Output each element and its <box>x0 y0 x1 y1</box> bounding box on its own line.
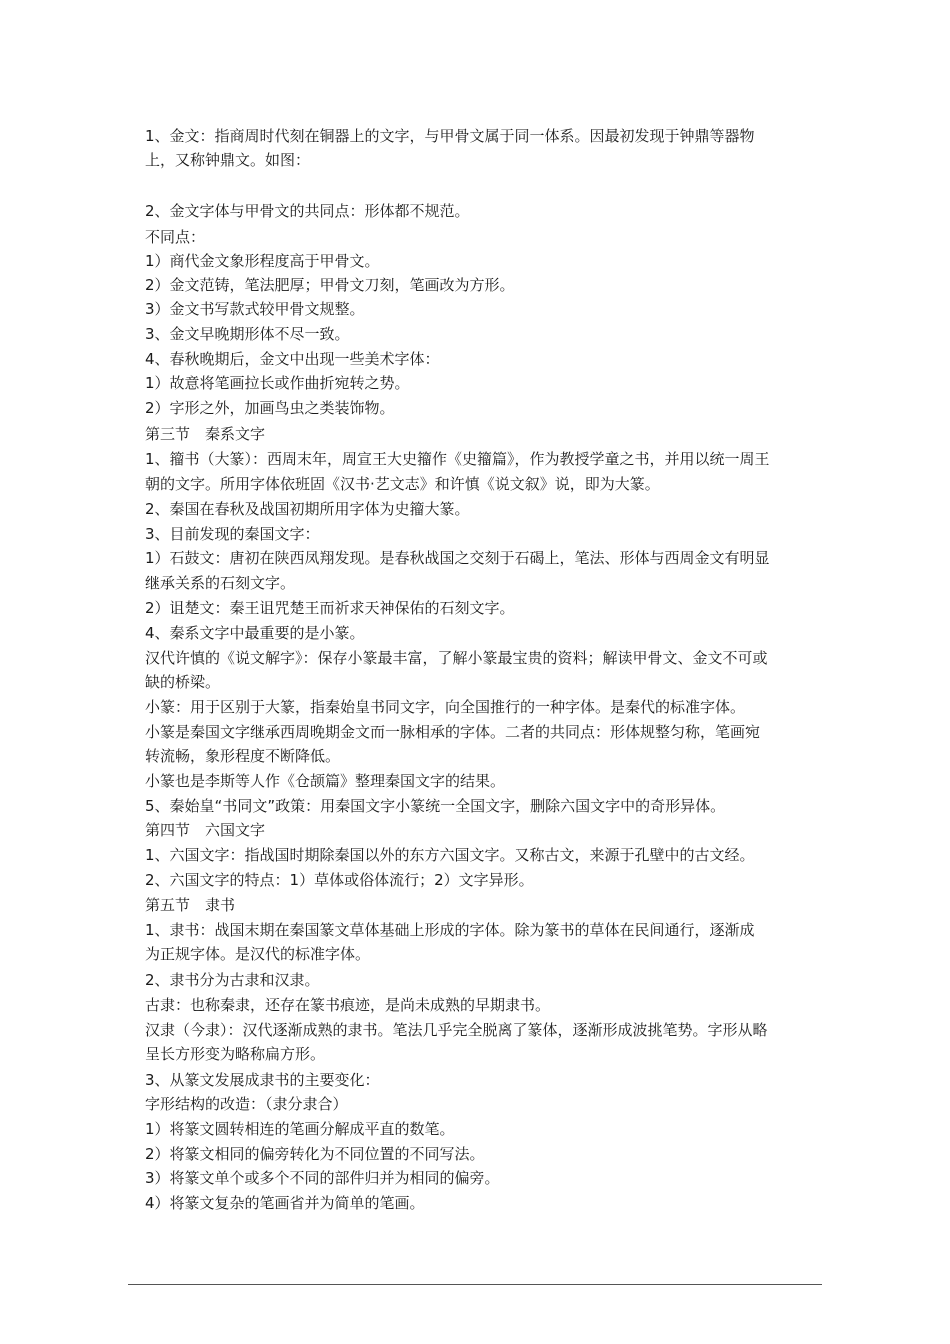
text-line: 3）将篆文单个或多个不同的部件归并为相同的偏旁。 <box>145 1169 500 1187</box>
text-line: 1）将篆文圆转相连的笔画分解成平直的数笔。 <box>145 1120 455 1138</box>
text-line: 1、籀书（大篆）：西周末年，周宣王大史籀作《史籀篇》，作为教授学童之书，并用以统一周王 <box>145 450 770 468</box>
text-line: 朝的文字。所用字体依班固《汉书·艺文志》和许慎《说文叙》说，即为大篆。 <box>145 475 660 493</box>
text-line: 小篆是秦国文字继承西周晚期金文而一脉相承的字体。二者的共同点：形体规整匀称，笔画宛 <box>145 723 761 741</box>
text-line: 3、从篆文发展成隶书的主要变化： <box>145 1071 380 1089</box>
text-line: 2、金文字体与甲骨文的共同点：形体都不规范。 <box>145 202 470 220</box>
text-line: 1）石鼓文：唐初在陕西凤翔发现。是春秋战国之交刻于石碣上，笔法、形体与西周金文有明显 <box>145 549 770 567</box>
text-line: 2）字形之外，加画鸟虫之类装饰物。 <box>145 399 395 417</box>
text-line: 1、六国文字：指战国时期除秦国以外的东方六国文字。又称古文，来源于孔壁中的古文经。 <box>145 846 755 864</box>
text-line: 第五节 隶书 <box>145 896 236 914</box>
text-line: 继承关系的石刻文字。 <box>145 574 296 592</box>
text-line: 1）商代金文象形程度高于甲骨文。 <box>145 252 380 270</box>
text-line: 4、秦系文字中最重要的是小篆。 <box>145 624 365 642</box>
text-line: 转流畅，象形程度不断降低。 <box>145 747 341 765</box>
text-line: 字形结构的改造：（隶分隶合） <box>145 1095 348 1113</box>
text-line: 3）金文书写款式较甲骨文规整。 <box>145 300 365 318</box>
text-line: 呈长方形变为略称扁方形。 <box>145 1045 326 1063</box>
text-line: 1、隶书：战国末期在秦国篆文草体基础上形成的字体。除为篆书的草体在民间通行，逐渐成 <box>145 921 755 939</box>
text-line: 1、金文：指商周时代刻在铜器上的文字，与甲骨文属于同一体系。因最初发现于钟鼎等器物 <box>145 127 755 145</box>
text-line: 3、目前发现的秦国文字： <box>145 525 320 543</box>
text-line: 小篆也是李斯等人作《仓颉篇》整理秦国文字的结果。 <box>145 772 506 790</box>
text-line: 缺的桥梁。 <box>145 673 221 691</box>
text-line: 古隶：也称秦隶，还存在篆书痕迹，是尚未成熟的早期隶书。 <box>145 996 551 1014</box>
text-line: 不同点： <box>145 228 206 246</box>
text-line: 5、秦始皇“书同文”政策：用秦国文字小篆统一全国文字，删除六国文字中的奇形异体。 <box>145 797 726 815</box>
footer-divider <box>128 1284 822 1285</box>
text-line: 2、隶书分为古隶和汉隶。 <box>145 971 320 989</box>
text-line: 第四节 六国文字 <box>145 821 266 839</box>
text-line: 3、金文早晚期形体不尽一致。 <box>145 325 350 343</box>
text-line: 第三节 秦系文字 <box>145 425 266 443</box>
text-line: 1）故意将笔画拉长或作曲折宛转之势。 <box>145 374 410 392</box>
text-line: 为正规字体。是汉代的标准字体。 <box>145 945 371 963</box>
text-line: 2）将篆文相同的偏旁转化为不同位置的不同写法。 <box>145 1145 485 1163</box>
text-line: 4）将篆文复杂的笔画省并为简单的笔画。 <box>145 1194 425 1212</box>
text-line: 2）金文范铸，笔法肥厚；甲骨文刀刻，笔画改为方形。 <box>145 276 515 294</box>
text-line: 2）诅楚文：秦王诅咒楚王而祈求天神保佑的石刻文字。 <box>145 599 515 617</box>
text-line: 2、秦国在春秋及战国初期所用字体为史籀大篆。 <box>145 500 470 518</box>
text-line: 汉代许慎的《说文解字》：保存小篆最丰富，了解小篆最宝贵的资料；解读甲骨文、金文不可或 <box>145 649 768 667</box>
text-line: 上，又称钟鼎文。如图： <box>145 151 311 169</box>
text-line: 4、春秋晚期后，金文中出现一些美术字体： <box>145 350 440 368</box>
text-line: 汉隶（今隶）：汉代逐渐成熟的隶书。笔法几乎完全脱离了篆体，逐渐形成波挑笔势。字形从略 <box>145 1021 768 1039</box>
text-line: 小篆：用于区别于大篆，指秦始皇书同文字，向全国推行的一种字体。是秦代的标准字体。 <box>145 698 746 716</box>
text-line: 2、六国文字的特点：1）草体或俗体流行；2）文字异形。 <box>145 871 534 889</box>
